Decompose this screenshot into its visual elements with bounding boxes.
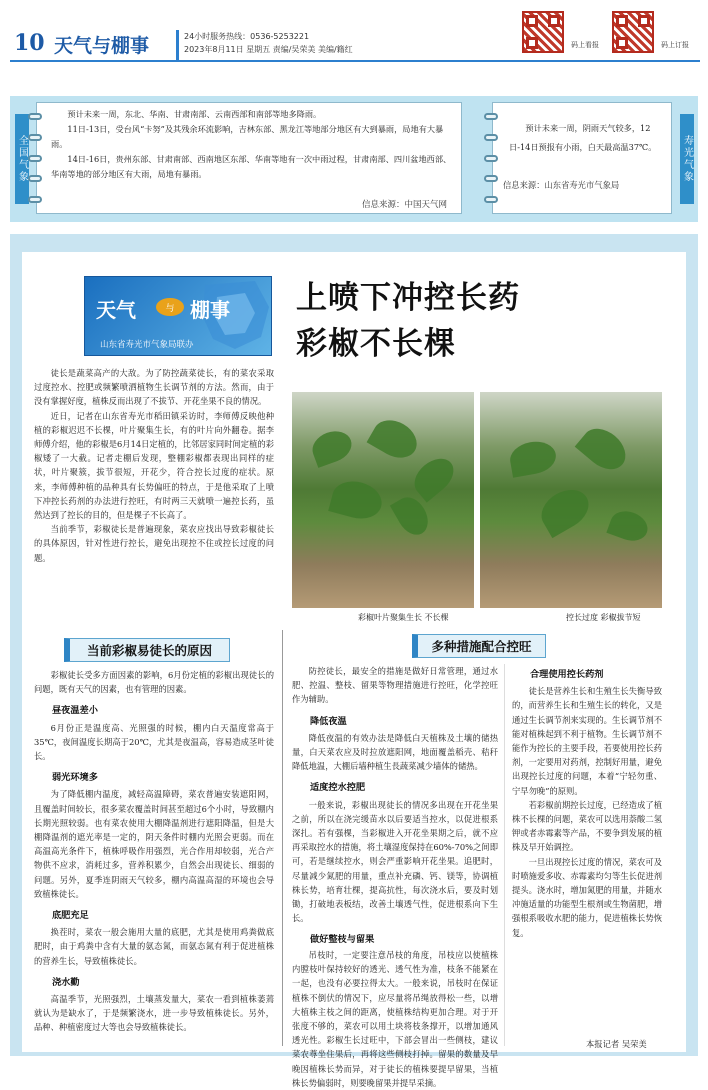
national-weather-source: 信息来源：中国天气网 [361, 200, 447, 210]
section-measures-col1-cont [292, 948, 498, 1088]
logo-title-left: 天气 [96, 298, 136, 322]
subsection-text: 高温季节，光照强烈，土壤蒸发量大，菜农一看到植株萎蔫就认为是缺水了，于是频繁浇水，进一步导致植株徒长。另外，品种、种植密度过大等也会导致植株徒长。 [34, 994, 274, 1033]
subheading: 做好整枝与留果 [310, 934, 375, 946]
subsection-text: 一般来说，彩椒出现徒长的情况多出现在开花坐果之前，所以在浇完缓苗水以后要适当控水，以促进根系深扎。若有强棵，当彩椒进入开花坐果期之后，就不应再采取控水的措施，将土壤湿度保持在60%-70%之间即可，若是继续控水，则会严重影响开花坐果。追肥时，尽量减少氮肥的用量，重点补充磷、钙、镁等，协调植株长势，培育壮棵，提高抗性，每次浇水后，要及时划锄，打破地表板结，改善土壤透气性，促进根系向下生长。 [292, 799, 498, 924]
national-weather-note [36, 102, 462, 214]
page-number: 10 [14, 30, 45, 56]
column-divider [504, 664, 505, 1046]
national-weather-line-3: 14日-16日，贵州东部、甘肃南部、西南地区东部、华南等地有一次中雨过程，甘肃南部、四川盆地西部、华南等地的部分地区有大雨，局地有暴雨。 [51, 154, 452, 179]
local-weather-source: 信息来源：山东省寿光市气象局 [503, 180, 620, 190]
subheading: 弱光环境多 [52, 772, 98, 784]
section-measures-col2 [512, 664, 662, 1044]
subheading: 昼夜温差小 [52, 705, 98, 717]
section-title-measures: 多种措施配合控旺 [412, 634, 546, 658]
binder-rings [28, 113, 42, 203]
subsection-text: 为了降低棚内温度，减轻高温障碍，菜农普遍安装遮阳网，且覆盖时间较长，很多菜农覆盖时间甚至超过6个小时，导致棚内长期光照较弱。也有菜农使用大棚降温剂进行遮阳降温，但是大棚降温剂的遮光率是一定的，阴天条件时棚内光照会更弱。而在高温高光条件下，植株呼吸作用强烈，光合作用却较弱，光合产物供不应求，消耗过多，营养积累少，自然会出现徒长、细弱的问题。另外，夏季连阴雨天气较多，棚内高温高湿的环境也会导致植株徒长。 [34, 789, 274, 899]
national-weather-tab: 全国气象 [15, 114, 29, 204]
qr-label-subscribe: 码上订报 [661, 41, 689, 49]
issue-line: 2023年8月11日 星期五 责编/吴荣美 美编/籍红 [184, 45, 353, 54]
local-weather-note [492, 102, 672, 214]
national-weather-line-2: 11日-13日，受台风“卡努”及其残余环流影响，吉林东部、黑龙江等地部分地区有大到暴雨，局地有大暴雨。 [51, 124, 444, 149]
subsection-text: 吊枝时，一定要注意吊枝的角度，吊枝应以使植株内膛枝叶保持较好的透光、透气性为准，枝条不能紧在一起，也没有必要拉得太大。一般来说，吊枝时在保证植株不倒伏的情况下，应尽量将吊绳放得松一些，以增大植株主枝之间的距离，使植株结构更加合理。对于开张度不够的，菜农可以用土块将枝条撑开，以增加通风透光性。彩椒生长过旺中，下部会冒出一些侧枝，建议菜农尊坐住果后，再将这些侧枝打掉。留果的数量及早晚因植株长势而异，对于徒长的植株要提早留果，当植株长势偏弱时，则要晚留果并提早采摘。 [292, 950, 498, 1088]
hotline: 24小时服务热线：0536-5253221 [184, 32, 310, 41]
photo-caption-left: 彩椒叶片聚集生长 不长棵 [358, 613, 449, 622]
logo-subtitle: 山东省寿光市气象局联办 [100, 340, 194, 350]
section-intro: 彩椒徒长受多方面因素的影响，6月份定植的彩椒出现徒长的问题，既有天气的因素，也有管理的因素。 [34, 670, 274, 695]
national-weather-line-1: 预计未来一周，东北、华南、甘肃南部、云南西部和南部等地多降雨。 [67, 109, 322, 119]
local-weather-tab: 寿光气象 [680, 114, 694, 204]
subheading: 合理使用控长药剂 [530, 669, 604, 680]
section-intro: 防控徒长，最安全的措施是做好日常管理，通过水肥、控温、整枝、留果等物理措施进行控旺，化学控旺作为辅助。 [292, 666, 498, 705]
qr-label-read: 码上看报 [571, 41, 599, 49]
subheading: 降低夜温 [310, 715, 347, 727]
byline: 本报记者 吴荣美 [586, 1039, 647, 1049]
subsection-text: 换茬时，菜农一般会施用大量的底肥，尤其是使用鸡粪做底肥时，由于鸡粪中含有大量的氨态氮，而氨态氮有利于促进植株的营养生长，导致植株徒长。 [34, 927, 274, 966]
section-causes-text [34, 668, 274, 1035]
intro-text [34, 366, 274, 565]
photo-caption-right: 控长过度 彩椒拔节短 [566, 613, 641, 622]
header-rule [10, 60, 700, 62]
headline-line-1: 上喷下冲控长药 [296, 280, 520, 316]
subheading: 适度控水控肥 [310, 782, 366, 794]
photo-pepper-clustered-leaves [292, 392, 474, 608]
section-measures-col1 [292, 664, 498, 950]
headline-line-2: 彩椒不长棵 [296, 326, 456, 362]
subsection-text: 降低夜温的有效办法是降低白天植株及土壤的储热量，白天菜农应及时拉放遮阳网，地面覆盖稻壳、秸秆降低地温，大棚后墙种植生長蔬菜减少墙体的储热。 [292, 732, 498, 772]
binder-rings [484, 113, 498, 203]
header-divider [176, 30, 179, 60]
section-title-causes: 当前彩椒易徒长的原因 [64, 638, 230, 662]
subsection-text: 6月份正是温度高、光照强的时候，棚内白天温度常高于35℃，夜间温度长期高于20℃，尤其是夜温高，容易造成茎叶徒长。 [34, 722, 274, 762]
section-name: 天气与棚事 [54, 35, 150, 57]
intro-paragraph: 近日，记者在山东省寿光市稻田镇采访时，李师傅反映他种植的彩椒迟迟不长棵，叶片聚集生长，有的叶片向外翻卷。据李师傅介绍，他的彩椒是6月14日定植的，比邻居家同时间定植的彩椒矮了一大截。记者走棚后发现，整棚彩椒都表现出同样的症状，叶片聚簇，拔节很短，开花少，符合控长过度的症状。原来，李师傅种植的品种具有长势偏旺的特点，于是他采取了上喷下冲控长药剂的办法进行控旺，有时两三天就喷一遍控长药，虽然达到了控长的目的，但是棵子不长高了。 [34, 410, 274, 521]
logo-connector: 与 [156, 298, 184, 316]
subheading: 底肥充足 [52, 910, 89, 922]
intro-paragraph: 当前季节，彩椒徒长是普遍现象，菜农应找出导致彩椒徒长的具体原因，针对性进行控长，避免出现控不住或控长过度的问题。 [34, 524, 274, 563]
subsection-text: 一旦出现控长过度的情况，菜农可及时喷施爱多收、赤霉素均匀等生长促进剂提头。浇水时，增加氮肥的用量，并随水冲施适量的功能型生根剂或生物菌肥，增强根系吸收水肥的能力，促进植株长势恢复。 [512, 856, 662, 938]
subsection-text: 若彩椒前期控长过度，已经造成了植株不长棵的问题，菜农可以选用萘酸二氢钾或者赤霉素等产品，不要争到发展的植株及早开始调控。 [512, 799, 662, 853]
subheading: 浇水勤 [52, 976, 80, 988]
column-divider [282, 630, 283, 1046]
intro-paragraph: 徒长是蔬菜高产的大敌。为了防控蔬菜徒长，有的菜农采取过度控水、控肥或频繁喷洒植物生长调节剂的方法。然而，由于没有掌握好度，植株反而出现了不拔节、开花坐果不良的情况。 [34, 368, 274, 407]
logo-title-right: 棚事 [190, 298, 230, 322]
qr-code-subscribe[interactable] [612, 11, 654, 53]
subsection-text: 徒长是营养生长和生殖生长失衡导致的，而营养生长和生殖生长的转化，又是通过生长调节剂来实现的。生长调节剂不能对植株起到不利于植物。生长调节剂不能作为控长的主要手段，若要使用控长药剂，一定要用对药剂，控制好用量，避免出现控长过度的问题，本着“宁轻勿重、宁早勿晚”的原则。 [512, 686, 662, 796]
local-weather-text: 预计未来一周，阴雨天气较多，12日-14日预报有小雨，白天最高温37℃。 [509, 123, 657, 152]
qr-code-read[interactable] [522, 11, 564, 53]
photo-pepper-short-internodes [480, 392, 662, 608]
